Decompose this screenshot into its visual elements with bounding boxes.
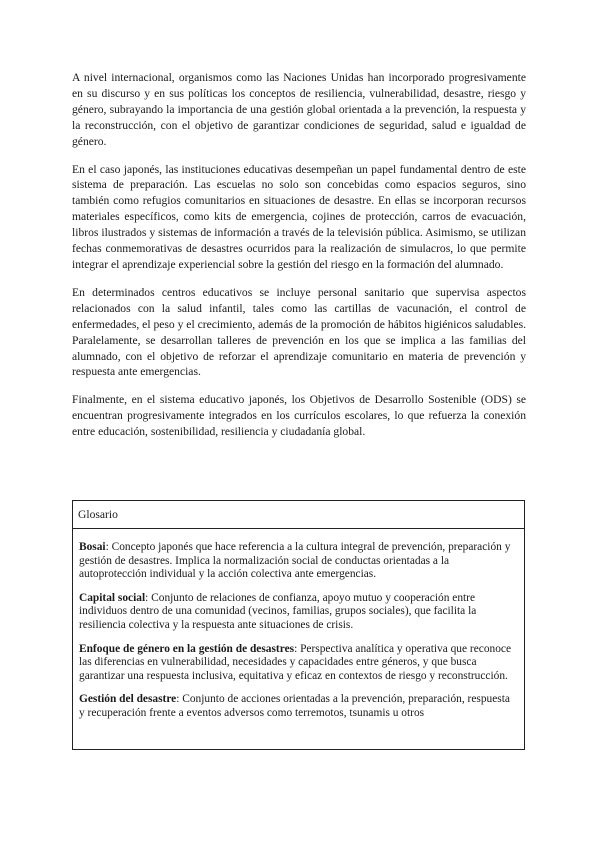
paragraph-health-staff: En determinados centros educativos se incluye personal sanitario que supervisa aspectos relacionados con la salud infantil, tales como las cartillas de vacunación, el control de enfermedades, el peso y el crecimiento, además de la promoción de hábitos higiénicos saludables. Paralelamente, se desarrollan talleres de prevención en los que se implica a las familias del alumnado, con el objetivo de reforzar el aprendizaje comunitario en materia de prevención y respuesta ante emergencias. <box>72 285 526 379</box>
glossary-definition: : Concepto japonés que hace referencia a la cultura integral de prevención, preparación y gestión de desastres. Implica la normalización social de conductas orientadas a la autoprotección individual y la acción colectiva ante emergencias. <box>79 541 511 581</box>
glossary-title: Glosario <box>73 501 524 529</box>
glossary-term: Bosai <box>79 541 106 553</box>
glossary-definition: : Perspectiva analítica y operativa que reconoce las diferencias en vulnerabilidad, necesidades y capacidades entre géneros, y que busca garantizar una respuesta inclusiva, equitativa y eficaz en contextos de riesgo y reconstrucción. <box>79 642 512 682</box>
glossary-term: Enfoque de género en la gestión de desastres <box>79 642 295 655</box>
glossary-entry-gestion-desastre <box>79 693 518 720</box>
glossary-term: Gestión del desastre <box>79 693 177 706</box>
paragraph-ods: Finalmente, en el sistema educativo japonés, los Objetivos de Desarrollo Sostenible (ODS) se encuentran progresivamente integrados en los currículos escolares, lo que refuerza la conexión entre educación, sostenibilidad, resiliencia y ciudadanía global. <box>72 393 526 439</box>
paragraph-international: A nivel internacional, organismos como las Naciones Unidas han incorporado progresivamente en su discurso y en sus políticas los conceptos de resiliencia, vulnerabilidad, desastre, riesgo y género, subrayando la importancia de una gestión global orientada a la prevención, la respuesta y la reconstrucción, con el objetivo de garantizar condiciones de seguridad, salud e igualdad de género. <box>72 71 526 148</box>
body-text <box>72 70 526 452</box>
glossary-entry-enfoque-genero <box>79 643 518 684</box>
glossary-box <box>72 500 525 750</box>
glossary-entry-capital-social <box>79 592 518 633</box>
glossary-definition: : Conjunto de relaciones de confianza, apoyo mutuo y cooperación entre individuos dentro de una comunidad (vecinos, familias, grupos sociales), que facilita la resiliencia colectiva y la respuesta ante situaciones de crisis. <box>79 591 477 631</box>
glossary-entry-bosai <box>79 541 518 582</box>
glossary-term: Capital social <box>79 591 146 604</box>
glossary-entries <box>73 529 524 721</box>
paragraph-japanese-case: En el caso japonés, las instituciones educativas desempeñan un papel fundamental dentro de este sistema de preparación. Las escuelas no solo son concebidas como espacios seguros, sino también como refugios comunitarios en situaciones de desastre. En ellas se incorporan recursos materiales específicos, como kits de emergencia, cojines de protección, carros de evacuación, libros ilustrados y sistemas de información a través de la televisión pública. Asimismo, se utilizan fechas conmemorativas de desastres ocurridos para la realización de simulacros, lo que permite integrar el aprendizaje experiencial sobre la gestión del riesgo en la formación del alumnado. <box>72 162 526 271</box>
glossary-definition: : Conjunto de acciones orientadas a la prevención, preparación, respuesta y recuperación frente a eventos adversos como terremotos, tsunamis u otros <box>79 693 510 719</box>
